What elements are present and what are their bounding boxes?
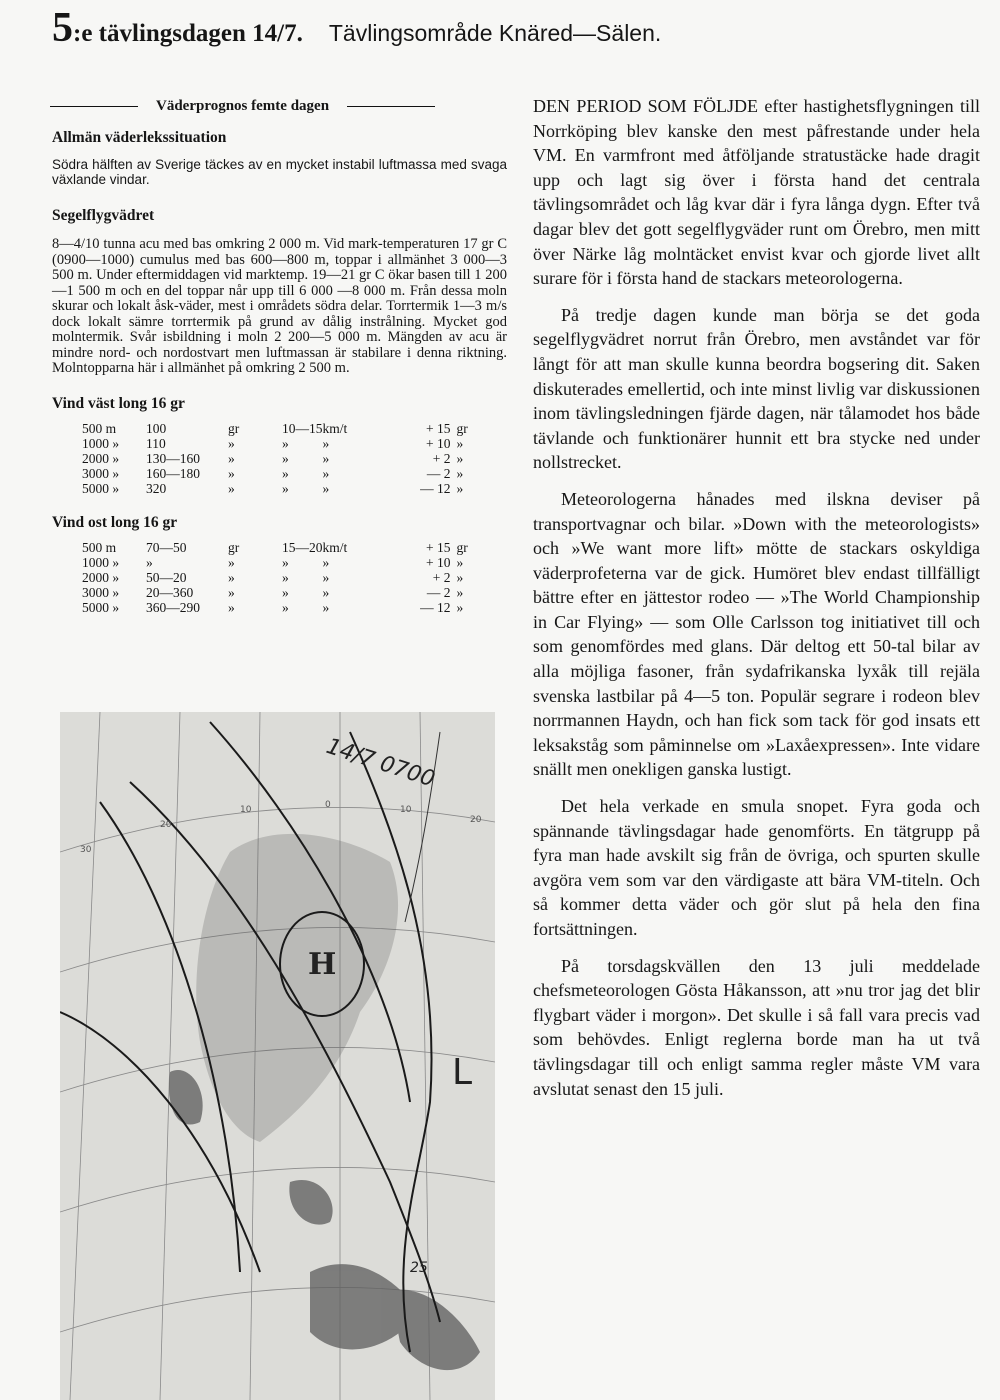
article-paragraph: Meteorologerna hånades med ilskna deviser på transportvagnar och bilar. »Down with the meteorologists» och »We want more lift» mötte de stackars oskyldiga väderprofeterna var de gick. Humöret blev endast tillfälligt bättre efter en jättestor rodeo — »The World Championship in Car Flying» — som Olle Carlsson tog initiativet till och som genomfördes med glans. Där deltog ett 50-tal bilar av alla möjliga fasoner, från sydafrikanska lyxåk till rejäla svenska lastbilar på 4—5 ton. Populär segrare i rodeon blev norrmannen Haydn, och han fick som tack för god insats ett leksakståg som påminnelse om »Laxåexpressen». Inte vidare snällt men onekligen ganska lustigt.: [533, 488, 980, 780]
wind-row: [82, 540, 477, 555]
weather-map: [60, 712, 495, 1400]
wind-cell: 15—20: [282, 539, 323, 555]
wind-cell: 5000 »: [82, 480, 120, 496]
wind-cell: 320: [146, 480, 167, 496]
wind-row: [82, 466, 477, 481]
wind-cell: + 15: [426, 420, 451, 436]
wind-cell: 1000 »: [82, 435, 120, 451]
wind-cell: »: [456, 584, 464, 600]
lon-label: 30: [80, 845, 92, 855]
wind-cell: 10—15: [282, 420, 323, 436]
wind-cell: — 12: [420, 480, 451, 496]
wind-cell: »: [456, 554, 464, 570]
isobar-label: 25: [410, 1260, 428, 1276]
wind-cell: »: [456, 480, 464, 496]
wind-cell: »: [228, 584, 235, 600]
wind-cell: »: [282, 584, 289, 600]
wind-cell: gr: [228, 539, 240, 555]
wind-cell: »: [282, 450, 289, 466]
wind-cell: »: [282, 480, 289, 496]
low-pressure-label: L: [452, 1052, 473, 1093]
general-situation-heading: Allmän väderlekssituation: [52, 129, 227, 146]
lon-label: 20: [470, 815, 482, 825]
map-date-annotation: 14/7 0700: [323, 733, 438, 793]
gliding-weather-heading: Segelflygvädret: [52, 207, 155, 224]
wind-cell: 3000 »: [82, 584, 120, 600]
wind-cell: »: [322, 450, 330, 466]
wind-cell: »: [228, 435, 235, 451]
lon-label: 20: [160, 820, 172, 830]
wind-row: [82, 570, 477, 585]
wind-cell: km/t: [322, 539, 348, 555]
lon-label: 0: [325, 800, 331, 810]
wind-cell: »: [228, 480, 235, 496]
wind-cell: »: [282, 435, 289, 451]
wind-row: [82, 585, 477, 600]
wind-cell: 160—180: [146, 465, 200, 481]
wind-cell: + 2: [432, 569, 451, 585]
article-paragraph: På torsdagskvällen den 13 juli meddelade chefsmeteorologen Gösta Håkansson, att »nu tror jag det blir flygbart väder i morgon». Det skulle i så fall vara precis vad som behövdes. Enligt reglerna borde man ha ut två tävlingsdagar till och enligt samma regler måste VM vara avslutat senast den 15 juli.: [533, 955, 980, 1099]
wind-cell: gr: [228, 420, 240, 436]
wind-row: [82, 555, 477, 570]
wind-cell: gr: [456, 539, 468, 555]
wind-cell: »: [322, 584, 330, 600]
wind-cell: »: [228, 599, 235, 615]
wind-cell: 2000 »: [82, 569, 120, 585]
wind-row: [82, 421, 477, 436]
wind-cell: 70—50: [146, 539, 187, 555]
wind-cell: »: [322, 554, 330, 570]
wind-cell: gr: [456, 420, 468, 436]
wind-cell: 5000 »: [82, 599, 120, 615]
wind-cell: »: [322, 465, 330, 481]
wind-cell: + 15: [426, 539, 451, 555]
forecast-heading: [50, 98, 507, 115]
heading-rule-right: [347, 106, 435, 107]
wind-cell: 2000 »: [82, 450, 120, 466]
wind-cell: »: [228, 465, 235, 481]
high-pressure-label: H: [308, 947, 337, 982]
wind-cell: »: [456, 435, 464, 451]
wind-cell: »: [456, 450, 464, 466]
wind-cell: »: [322, 435, 330, 451]
forecast-column: [52, 98, 507, 615]
page-header: [52, 5, 952, 51]
wind-cell: »: [228, 450, 235, 466]
day-title: :e tävlingsdagen 14/7.: [73, 20, 303, 47]
lon-label: 10: [400, 805, 412, 815]
wind-cell: »: [322, 480, 330, 496]
wind-cell: »: [456, 569, 464, 585]
wind-cell: 20—360: [146, 584, 194, 600]
general-situation-text: Södra hälften av Sverige täckes av en mycket instabil luftmassa med svaga växlande vindar.: [52, 157, 507, 187]
wind-cell: 110: [146, 435, 166, 451]
day-number: 5: [52, 5, 73, 51]
wind-row: [82, 436, 477, 451]
wind-east-heading: Vind ost long 16 gr: [52, 513, 178, 531]
wind-east-table: [82, 540, 477, 615]
forecast-heading-text: Väderprognos femte dagen: [156, 98, 330, 114]
wind-cell: »: [322, 599, 330, 615]
wind-cell: — 2: [426, 584, 451, 600]
wind-cell: km/t: [322, 420, 348, 436]
wind-cell: + 10: [426, 435, 451, 451]
wind-cell: + 10: [426, 554, 451, 570]
wind-cell: »: [282, 554, 289, 570]
wind-cell: »: [146, 554, 153, 570]
gliding-weather-text: 8—4/10 tunna acu med bas omkring 2 000 m. Vid mark-temperaturen 17 gr C (0900—1000) cumulus med bas 600—800 m, toppar i allmänhet 3 000—3 500 m. Under eftermiddagen vid marktemp. 19—21 gr C ökar basen till 1 200—1 500 m och en del toppar når upp till 6 000 —8 000 m. Från dessa moln skurar och lokalt åsk-väder, mest i områdets södra delar. Torrtermik 1—3 m/s dock lokalt sämre torrtermik på grund av dålig instrålning. Mycket god molntermik. Svår isbildning i moln 2 200—5 000 m. Mängden av acu är mindre nord- och nordostvart men luftmassan är stabilare i denna riktning. Molntopparna här i allmänhet på omkring 2 500 m.: [52, 236, 507, 376]
wind-cell: 360—290: [146, 599, 200, 615]
article-paragraph: Det hela verkade en smula snopet. Fyra goda och spännande tävlingsdagar hade genomförts. En tätgrupp på fyra man hade avskilt sig från de övriga, och spurten skulle avgöra vem som var den värdigaste att bära VM-titeln. Och så kommer detta väder och gör slut på hela den fina fortsättningen.: [533, 796, 980, 939]
wind-cell: 100: [146, 420, 167, 436]
wind-cell: »: [456, 599, 464, 615]
wind-cell: 500 m: [82, 539, 117, 555]
article-paragraph: DEN PERIOD SOM FÖLJDE efter hastighetsflygningen till Norrköping blev kanske den mest påfrestande under hela VM. En varmfront med åtföljande stratustäcke hade dragit upp och lagt sig över i första hand det centrala tävlingsområdet och låg kvar där i fyra långa dygn. Efter två dagar blev det gott segelflygväder runt om Örebro, men mitt över Närke låg molntäcket envist kvar och gjorde livet allt surare för i första hand de stackars meteorologerna.: [533, 96, 980, 289]
wind-cell: + 2: [432, 450, 451, 466]
wind-row: [82, 600, 477, 615]
wind-cell: »: [322, 569, 330, 585]
wind-cell: 3000 »: [82, 465, 120, 481]
competition-area: Tävlingsområde Knäred—Sälen.: [328, 20, 662, 46]
wind-cell: 500 m: [82, 420, 117, 436]
article-paragraph: På tredje dagen kunde man börja se det goda segelflygvädret norrut från Örebro, men avståndet var för långt för att man skulle kunna beordra bogsering dit. Saken diskuterades emellertid, och inte minst livlig var diskussionen inom tävlingsledningen fjärde dagen, när tålamodet hos både tävlande och funktionärer hunnit ett bra stycke ned under nollstrecket.: [533, 304, 980, 473]
wind-row: [82, 451, 477, 466]
wind-cell: — 12: [420, 599, 451, 615]
wind-cell: 50—20: [146, 569, 187, 585]
lon-label: 10: [240, 805, 252, 815]
wind-cell: 130—160: [146, 450, 200, 466]
wind-cell: 1000 »: [82, 554, 120, 570]
article-column: [533, 94, 980, 1113]
wind-cell: »: [282, 465, 289, 481]
wind-west-table: [82, 421, 477, 496]
wind-west-heading: Vind väst long 16 gr: [52, 394, 185, 412]
wind-cell: »: [228, 569, 235, 585]
wind-cell: »: [282, 569, 289, 585]
wind-cell: — 2: [426, 465, 451, 481]
wind-cell: »: [228, 554, 235, 570]
wind-row: [82, 481, 477, 496]
heading-rule-left: [50, 106, 138, 107]
wind-cell: »: [282, 599, 289, 615]
wind-cell: »: [456, 465, 464, 481]
